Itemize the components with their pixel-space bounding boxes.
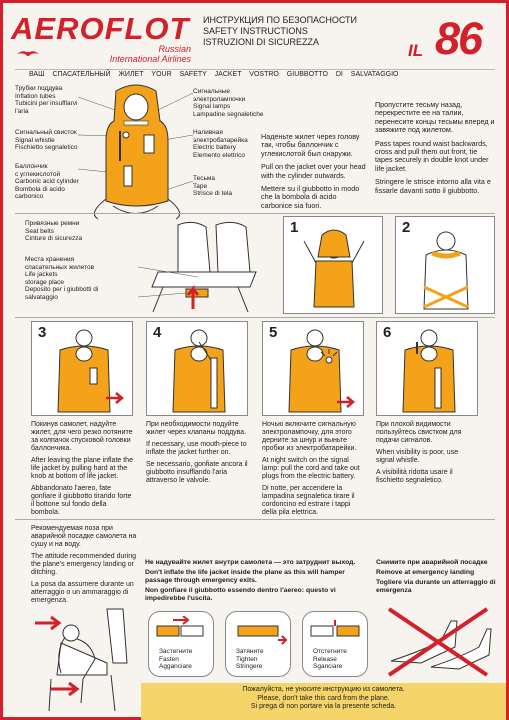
step-1-number: 1 (290, 219, 299, 236)
label-inflation-tubes: Трубки поддува Inflation tubes Tubicini per insufflarvi l'aria (15, 85, 78, 115)
buckle-release-label: Отстегните Release Sganciare (313, 648, 347, 670)
step-4-caption: При необходимости подуйте жилет через клапаны поддува. If necessary, use mouth-piece to inflate the jacket further on. Se necessario, gonfiate ancora il giubbotto insufflando l'aria attraverso le valvole. (146, 421, 248, 484)
step-3-panel (31, 321, 133, 416)
no-high-heels-icon (381, 601, 496, 679)
buckle-tighten-label: Затяните Tighten Stringere (236, 648, 264, 670)
card-titles (203, 15, 357, 48)
brace-position-caption: Рекомендуемая поза при аварийной посадке самолета на сушу и на воду. The attitude recommended during the plane's emergency landing or ditching. La posa da assumere durante un atterraggio o un ammaraggio di emergenza. (31, 525, 137, 604)
aircraft-prefix: IL (408, 41, 424, 60)
instruction-tapes: Пропустите тесьму назад, перекрестите ее на талии, перенесите концы тесьмы вперед и завяжите под жилетом. Pass tapes round waist backwards, cross and pull them out front, tie tapes securely in double knot under life jacket. Stringere le strisce intorno alla vita e fissarle davanti sotto il giubbotto. (375, 100, 495, 195)
buckle-icon (153, 616, 211, 646)
buckle-fasten-label: Застегните Fasten Agganciare (159, 648, 193, 670)
step-1-illustration (294, 227, 374, 313)
label-electric-battery: Наливная электробатарейка Electric battery Elemento elettrico (193, 129, 248, 159)
step-1-panel (283, 216, 383, 314)
step-4-number: 4 (153, 324, 162, 341)
step-3-number: 3 (38, 324, 47, 341)
brace-position-illustration (31, 603, 136, 715)
step-6-caption: При плохой видимости пользуйтесь свистком для подачи сигналов. When visibility is poor, use signal whistle. A visibilità ridotta usare il fischietto segnaletico. (376, 421, 462, 484)
label-seat-belts: Привязные ремни Seat belts Cinture di sicurezza (25, 220, 83, 242)
life-jacket-diagram (78, 81, 193, 221)
step-3-illustration (42, 328, 124, 414)
buckle-tighten-panel (225, 611, 291, 677)
buckle-fasten-panel (148, 611, 214, 677)
step-2-panel (395, 216, 495, 314)
title-russian: ИНСТРУКЦИЯ ПО БЕЗОПАСНОСТИ (203, 15, 358, 25)
winged-emblem-icon (17, 47, 39, 61)
aircraft-number: 86 (435, 13, 482, 64)
step-2-number: 2 (402, 219, 411, 236)
label-tape: Тесьма Tape Strisce di tela (193, 175, 233, 197)
no-inflate-warning: Не надувайте жилет внутри самолета — это затруднит выход. Don't inflate the life jacket inside the plane as this will hamper passage through emergency exits. Non gonfiare il giubbotto essendo dentro l'aereo: questo vi impedirebbe l'uscita. (145, 559, 356, 602)
row-divider (15, 519, 495, 520)
label-jacket-storage: Места хранения спасательных жилетов Life jackets storage place Deposito per i giubbotti di salvataggio (25, 256, 99, 301)
label-carbonic-cylinder: Баллончик с углекислотой Carbonic acid cylinder Bombola di acido carbonico (15, 163, 79, 200)
step-6-panel (376, 321, 478, 416)
step-5-number: 5 (269, 324, 278, 341)
step-4-illustration (157, 328, 239, 414)
logo-subtitle-airlines: International Airlines (109, 54, 191, 64)
header-divider (15, 69, 495, 70)
row-divider (15, 317, 495, 318)
step-3-caption: Покинув самолет, надуйте жилет, для чего резко потяните за колпачок спусковой головки баллончика. After leaving the plane inflate the life jacket by pulling hard at the knob at bottom of life jacket. Abbandonato l'aereo, fate gonfiare il giubbotto tirando forte il bottone sul fondo della bombola. (31, 421, 133, 516)
step-5-illustration (273, 328, 355, 414)
logo-subtitle-russian: Russian (158, 44, 191, 54)
step-4-panel (146, 321, 248, 416)
title-italian: ISTRUZIONI DI SICUREZZA (203, 37, 320, 47)
step-2-illustration (406, 227, 486, 313)
label-signal-whistle: Сигнальный свисток Signal whistle Fischietto segnaletico (15, 129, 78, 151)
section-heading: ВАШ СПАСАТЕЛЬНЫЙ ЖИЛЕТ YOUR SAFETY JACKET VOSTRO GIUBBOTTO DI SALVATAGGIO (29, 71, 399, 78)
remove-shoes-text: Снимите при аварийной посадке Remove at emergency landing Togliere via durante un atterraggio di emergenza (376, 559, 496, 594)
row-divider (15, 213, 495, 214)
seat-diagram (138, 217, 268, 312)
step-6-illustration (387, 328, 469, 414)
label-signal-lamps: Сигнальные электролампочки Signal lamps Lampadine segnaletiche (193, 88, 264, 118)
step-5-caption: Ночью включите сигнальную электролампочку, для этого дерните за шнур и выньте пробки из электробатарейки. At night switch on the signal lamp: pull the cord and take out plugs from the electric battery. Di notte, per accendere la lampadina segnaletica tirare il cordoncino ed estrare i tappi della pila elettrica. (262, 421, 360, 516)
logo-text: AEROFLOT (11, 11, 190, 46)
title-english: SAFETY INSTRUCTIONS (203, 26, 308, 36)
instruction-put-on: Наденьте жилет через голову так, чтобы баллончик с углекислотой был снаружи. Pull on the jacket over your head with the cylinder outwards. Mettere su il giubbotto in modo che la bombola di acido carbonice sia fuori. (261, 132, 366, 210)
step-6-number: 6 (383, 324, 392, 341)
keep-card-notice: Пожалуйста, не уносите инструкцию из самолета. Please, don't take this card from the plane. Si prega di non portare via la presente scheda. (141, 683, 506, 720)
buckle-icon (307, 616, 365, 646)
step-5-panel (262, 321, 364, 416)
buckle-release-panel (302, 611, 368, 677)
buckle-icon (230, 616, 288, 646)
